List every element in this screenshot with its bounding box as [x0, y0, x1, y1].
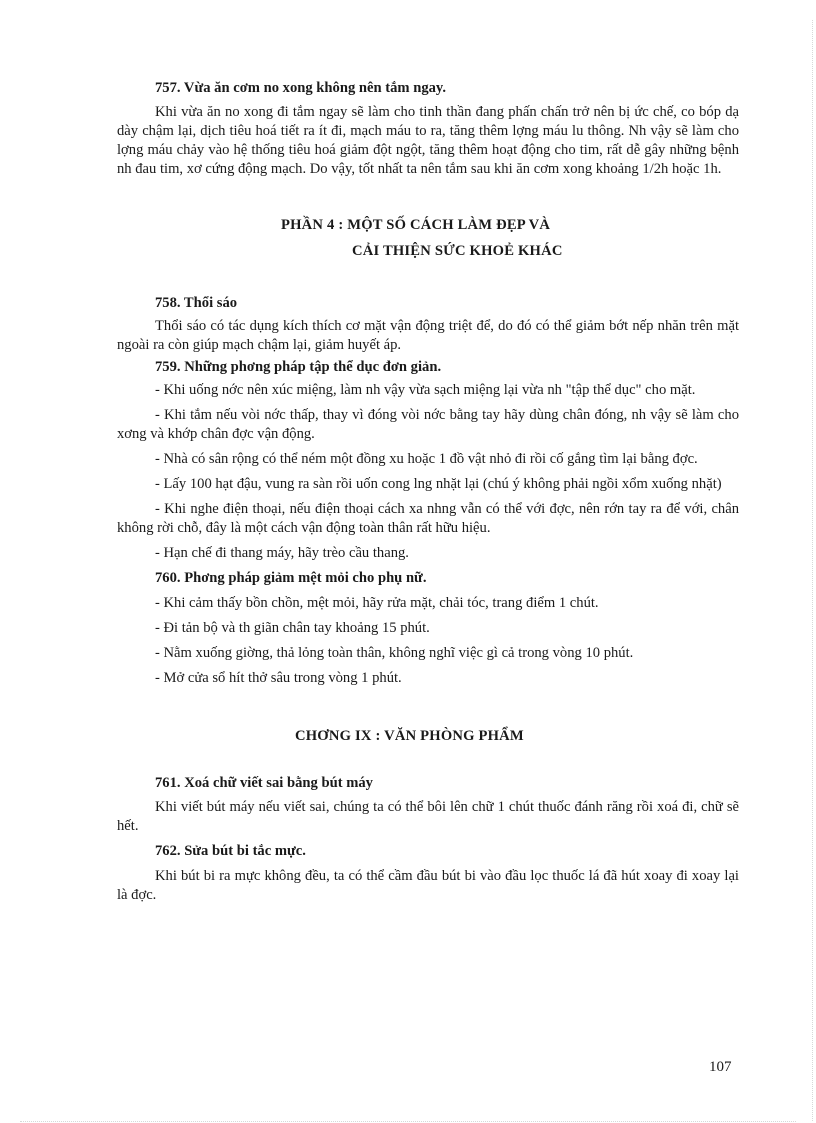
bottom-dotted-border — [20, 1121, 796, 1122]
chapter-9-title: CHƠNG IX : VĂN PHÒNG PHẨM — [295, 728, 524, 744]
document-page — [117, 79, 739, 905]
section-760-heading: 760. Phơng pháp giảm mệt mỏi cho phụ nữ. — [155, 570, 427, 586]
page-number: 107 — [709, 1059, 732, 1075]
right-dotted-border — [812, 20, 813, 1121]
section-762-heading: 762. Sửa bút bi tắc mực. — [155, 843, 306, 859]
list-item: - Khi cảm thấy bồn chồn, mệt mỏi, hãy rửa mặt, chải tóc, trang điểm 1 chút. — [155, 595, 599, 611]
list-item: - Nhà có sân rộng có thể ném một đồng xu hoặc 1 đồ vật nhỏ đi rồi cố gắng tìm lại bằng đợc. — [155, 451, 698, 467]
section-758-heading: 758. Thổi sáo — [155, 295, 238, 311]
part-4-title-line-2: CẢI THIỆN SỨC KHOẺ KHÁC — [352, 243, 563, 259]
list-item: - Khi nghe điện thoại, nếu điện thoại cách xa nhng vẫn có thể với đợc, nên rớn tay ra để với, chân không rời chỗ, đây là một cách vận động toàn thân rất hữu hiệu. — [117, 501, 739, 536]
section-757-body: Khi vừa ăn no xong đi tắm ngay sẽ làm cho tinh thần đang phấn chấn trở nên bị ức chế, co bóp dạ dày chậm lại, dịch tiêu hoá tiết ra ít đi, mạch máu to ra, tăng thêm lợng máu lu thông. Nh vậy sẽ làm cho lợng máu chảy vào hệ thống tiêu hoá giảm đột ngột, tăng thêm hoạt động cho tim, rất dễ gây những bệnh nh đau tim, xơ cứng động mạch. Do vậy, tốt nhất ta nên tắm sau khi ăn cơm xong khoảng 1/2h hoặc 1h. — [117, 104, 739, 177]
section-757-heading: 757. Vừa ăn cơm no xong không nên tắm ngay. — [155, 80, 447, 96]
list-item: - Hạn chế đi thang máy, hãy trèo cầu thang. — [155, 545, 409, 561]
section-762-body: Khi bút bi ra mực không đều, ta có thể cầm đầu bút bi vào đầu lọc thuốc lá đã hút xoay đi xoay lại là đợc. — [117, 868, 739, 903]
section-758-body: Thổi sáo có tác dụng kích thích cơ mặt vận động triệt để, do đó có thể giảm bớt nếp nhăn trên mặt ngoài ra còn giúp mạch chậm lại, giảm huyết áp. — [117, 318, 739, 353]
section-761-body: Khi viết bút máy nếu viết sai, chúng ta có thể bôi lên chữ 1 chút thuốc đánh răng rồi xoá đi, chữ sẽ hết. — [117, 799, 739, 834]
part-4-title-line-1: PHẦN 4 : MỘT SỐ CÁCH LÀM ĐẸP VÀ — [281, 217, 551, 233]
list-item: - Đi tản bộ và th giãn chân tay khoảng 15 phút. — [155, 620, 430, 636]
list-item: - Mở cửa sổ hít thở sâu trong vòng 1 phút. — [155, 670, 402, 686]
list-item: - Khi uống nớc nên xúc miệng, làm nh vậy vừa sạch miệng lại vừa nh "tập thể dục" cho mặt. — [155, 382, 696, 398]
section-759-heading: 759. Những phơng pháp tập thể dục đơn giản. — [155, 359, 442, 375]
list-item: - Nằm xuống giờng, thả lỏng toàn thân, không nghĩ việc gì cả trong vòng 10 phút. — [155, 645, 634, 661]
list-item: - Lấy 100 hạt đậu, vung ra sàn rồi uốn cong lng nhặt lại (chú ý không phải ngồi xổm xuống nhặt) — [155, 476, 722, 492]
list-item: - Khi tắm nếu vòi nớc thấp, thay vì đóng vòi nớc bằng tay hãy dùng chân đóng, nh vậy sẽ làm cho xơng và khớp chân đợc vận động. — [117, 407, 739, 442]
section-761-heading: 761. Xoá chữ viết sai bằng bút máy — [155, 775, 373, 791]
